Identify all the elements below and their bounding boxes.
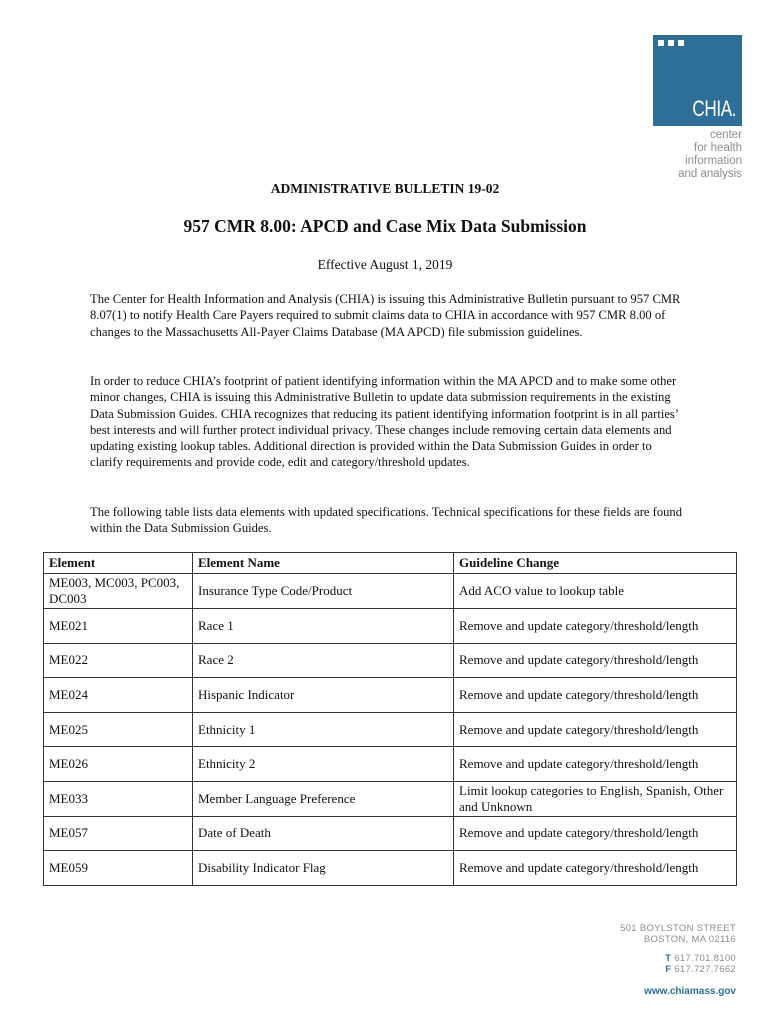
- fax-label: F: [665, 964, 672, 975]
- fax-line: [620, 964, 736, 975]
- element-name-cell: Member Language Preference: [193, 781, 454, 816]
- guideline-change-cell: Remove and update category/threshold/length: [454, 609, 737, 644]
- footer-address: [620, 923, 736, 975]
- element-name-cell: Insurance Type Code/Product: [193, 574, 454, 609]
- element-cell: ME025: [44, 712, 193, 747]
- phone-number: 617.701.8100: [674, 953, 736, 964]
- element-name-cell: Hispanic Indicator: [193, 678, 454, 713]
- guideline-change-cell: Remove and update category/threshold/length: [454, 712, 737, 747]
- element-cell: ME021: [44, 609, 193, 644]
- intro-paragraph: The Center for Health Information and Analysis (CHIA) is issuing this Administrative Bulletin pursuant to 957 CMR 8.07(1) to notify Health Care Payers required to submit claims data to CHIA in accordance with 957 CMR 8.00 of changes to the Massachusetts All-Payer Claims Database (MA APCD) file submission guidelines.: [90, 292, 681, 339]
- element-cell: ME057: [44, 816, 193, 851]
- address-street: 501 BOYLSTON STREET: [620, 923, 736, 934]
- element-cell: ME026: [44, 747, 193, 782]
- effective-date: Effective August 1, 2019: [317, 257, 453, 272]
- chia-logo: [653, 35, 742, 126]
- table-row: [44, 678, 737, 713]
- page-title: 957 CMR 8.00: APCD and Case Mix Data Submission: [183, 216, 587, 236]
- element-cell: ME059: [44, 851, 193, 886]
- guideline-change-cell: Add ACO value to lookup table: [454, 574, 737, 609]
- phone-line: [620, 953, 736, 964]
- column-header-element-name: Element Name: [193, 553, 454, 574]
- table-row: [44, 643, 737, 678]
- guideline-change-cell: Remove and update category/threshold/length: [454, 678, 737, 713]
- website-link[interactable]: www.chiamass.gov: [644, 986, 736, 997]
- table-row: [44, 574, 737, 609]
- phone-label: T: [665, 953, 672, 964]
- table-row: [44, 816, 737, 851]
- element-name-cell: Race 1: [193, 609, 454, 644]
- element-name-cell: Date of Death: [193, 816, 454, 851]
- element-cell: ME033: [44, 781, 193, 816]
- element-name-cell: Disability Indicator Flag: [193, 851, 454, 886]
- logo-tagline-line: for health: [694, 142, 742, 154]
- logo-tagline: [602, 129, 742, 181]
- logo-dots-icon: [658, 40, 684, 46]
- column-header-guideline-change: Guideline Change: [454, 553, 737, 574]
- table-row: [44, 609, 737, 644]
- table-header-row: [44, 553, 737, 574]
- logo-tagline-line: center: [710, 129, 742, 141]
- data-elements-table: [43, 552, 737, 886]
- table-row: [44, 781, 737, 816]
- guideline-change-cell: Remove and update category/threshold/length: [454, 816, 737, 851]
- bulletin-label: ADMINISTRATIVE BULLETIN 19-02: [270, 181, 500, 196]
- column-header-element: Element: [44, 553, 193, 574]
- address-city: BOSTON, MA 02116: [643, 934, 736, 945]
- guideline-change-cell: Limit lookup categories to English, Spanish, Other and Unknown: [454, 781, 737, 816]
- fax-number: 617.727.7662: [674, 964, 736, 975]
- element-cell: ME024: [44, 678, 193, 713]
- logo-tagline-line: and analysis: [678, 168, 742, 180]
- table-row: [44, 712, 737, 747]
- element-name-cell: Race 2: [193, 643, 454, 678]
- logo-tagline-line: information: [685, 155, 742, 167]
- table-row: [44, 747, 737, 782]
- purpose-paragraph: In order to reduce CHIA’s footprint of patient identifying information within the MA APCD and to make some other minor changes, CHIA is issuing this Administrative Bulletin to update data submission requirements in the existing Data Submission Guides. CHIA recognizes that reducing its patient identifying information footprint is in all parties’ best interests and will further protect individual privacy. These changes include removing certain data elements and updating existing lookup tables. Additional direction is provided within the Data Submission Guides in order to clarify requirements and provide code, edit and category/threshold updates.: [90, 374, 679, 470]
- table-intro-paragraph: The following table lists data elements with updated specifications. Technical specifications for these fields are found within the Data Submission Guides.: [90, 505, 683, 536]
- element-name-cell: Ethnicity 2: [193, 747, 454, 782]
- element-cell: ME003, MC003, PC003, DC003: [44, 574, 193, 609]
- logo-wordmark: CHIA.: [692, 96, 736, 121]
- guideline-change-cell: Remove and update category/threshold/length: [454, 851, 737, 886]
- table-row: [44, 851, 737, 886]
- element-cell: ME022: [44, 643, 193, 678]
- guideline-change-cell: Remove and update category/threshold/length: [454, 643, 737, 678]
- element-name-cell: Ethnicity 1: [193, 712, 454, 747]
- guideline-change-cell: Remove and update category/threshold/length: [454, 747, 737, 782]
